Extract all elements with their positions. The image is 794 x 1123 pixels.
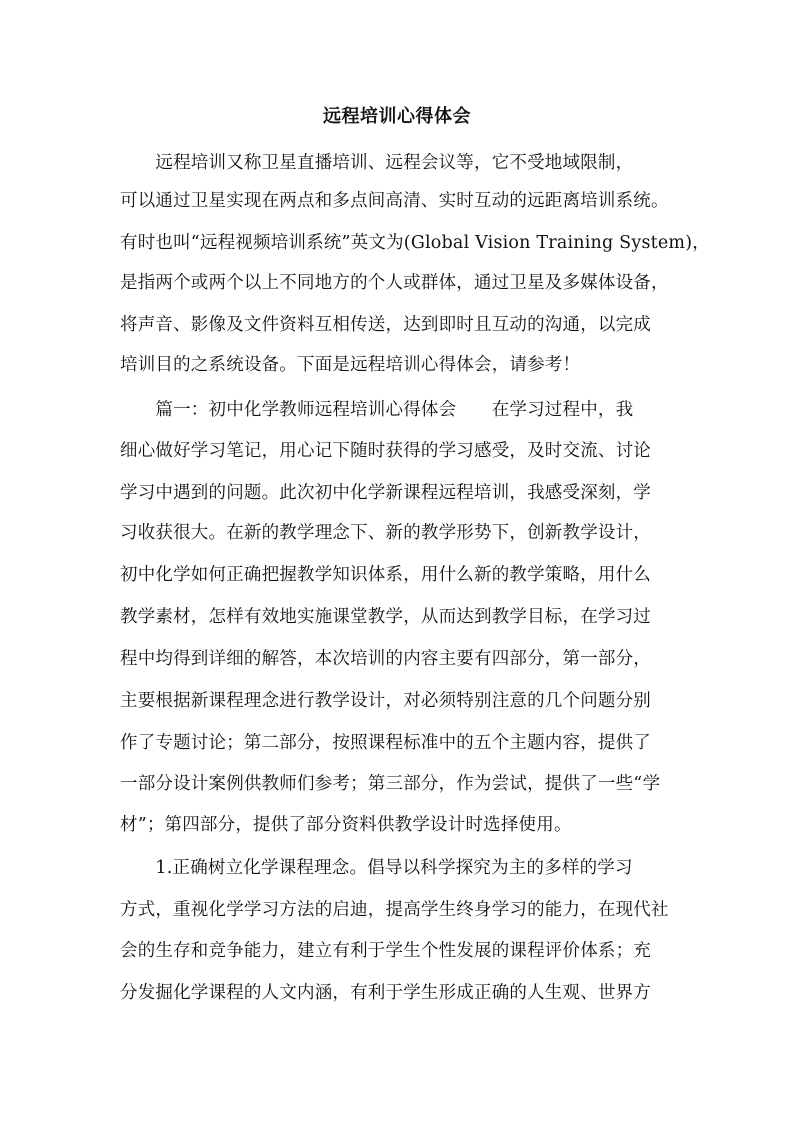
paragraph-line: 篇一：初中化学教师远程培训心得体会 在学习过程中，我	[120, 400, 634, 420]
paragraph-line: 细心做好学习笔记，用心记下随时获得的学习感受，及时交流、讨论	[120, 441, 651, 461]
paragraph-line: 一部分设计案例供教师们参考；第三部分，作为尝试，提供了一些“学	[120, 774, 661, 794]
paragraph-line: 培训目的之系统设备。下面是远程培训心得体会，请参考！	[120, 355, 581, 375]
paragraph-line: 1.正确树立化学课程理念。倡导以科学探究为主的多样的学习	[120, 858, 633, 878]
paragraph-line: 远程培训又称卫星直播培训、远程会议等，它不受地域限制，	[120, 153, 634, 173]
paragraph-line: 作了专题讨论；第二部分，按照课程标准中的五个主题内容，提供了	[120, 733, 651, 753]
paragraph-line: 是指两个或两个以上不同地方的个人或群体，通过卫星及多媒体设备，	[120, 273, 669, 293]
paragraph-line: 可以通过卫星实现在两点和多点间高清、实时互动的远距离培训系统。	[120, 191, 669, 211]
paragraph-line: 有时也叫“远程视频培训系统”英文为(Global Vision Training System)，	[120, 233, 710, 253]
paragraph-line: 方式，重视化学学习方法的启迪，提高学生终身学习的能力，在现代社	[120, 900, 669, 920]
document-title: 远程培训心得体会	[323, 106, 471, 127]
paragraph-line: 教学素材，怎样有效地实施课堂教学，从而达到教学目标，在学习过	[120, 607, 651, 627]
paragraph-line: 分发掘化学课程的人文内涵，有利于学生形成正确的人生观、世界方	[120, 983, 651, 1003]
paragraph-line: 程中均得到详细的解答，本次培训的内容主要有四部分，第一部分，	[120, 649, 651, 669]
paragraph-line: 学习中遇到的问题。此次初中化学新课程远程培训，我感受深刻，学	[120, 483, 651, 503]
paragraph-line: 主要根据新课程理念进行教学设计，对必须特别注意的几个问题分别	[120, 691, 651, 711]
paragraph-line: 材”；第四部分，提供了部分资料供教学设计时选择使用。	[120, 815, 572, 835]
paragraph-line: 会的生存和竞争能力，建立有利于学生个性发展的课程评价体系；充	[120, 941, 651, 961]
paragraph-line: 将声音、影像及文件资料互相传送，达到即时且互动的沟通，以完成	[120, 315, 651, 335]
paragraph-line: 习收获很大。在新的教学理念下、新的教学形势下，创新教学设计，	[120, 523, 651, 543]
paragraph-line: 初中化学如何正确把握教学知识体系，用什么新的教学策略，用什么	[120, 565, 651, 585]
